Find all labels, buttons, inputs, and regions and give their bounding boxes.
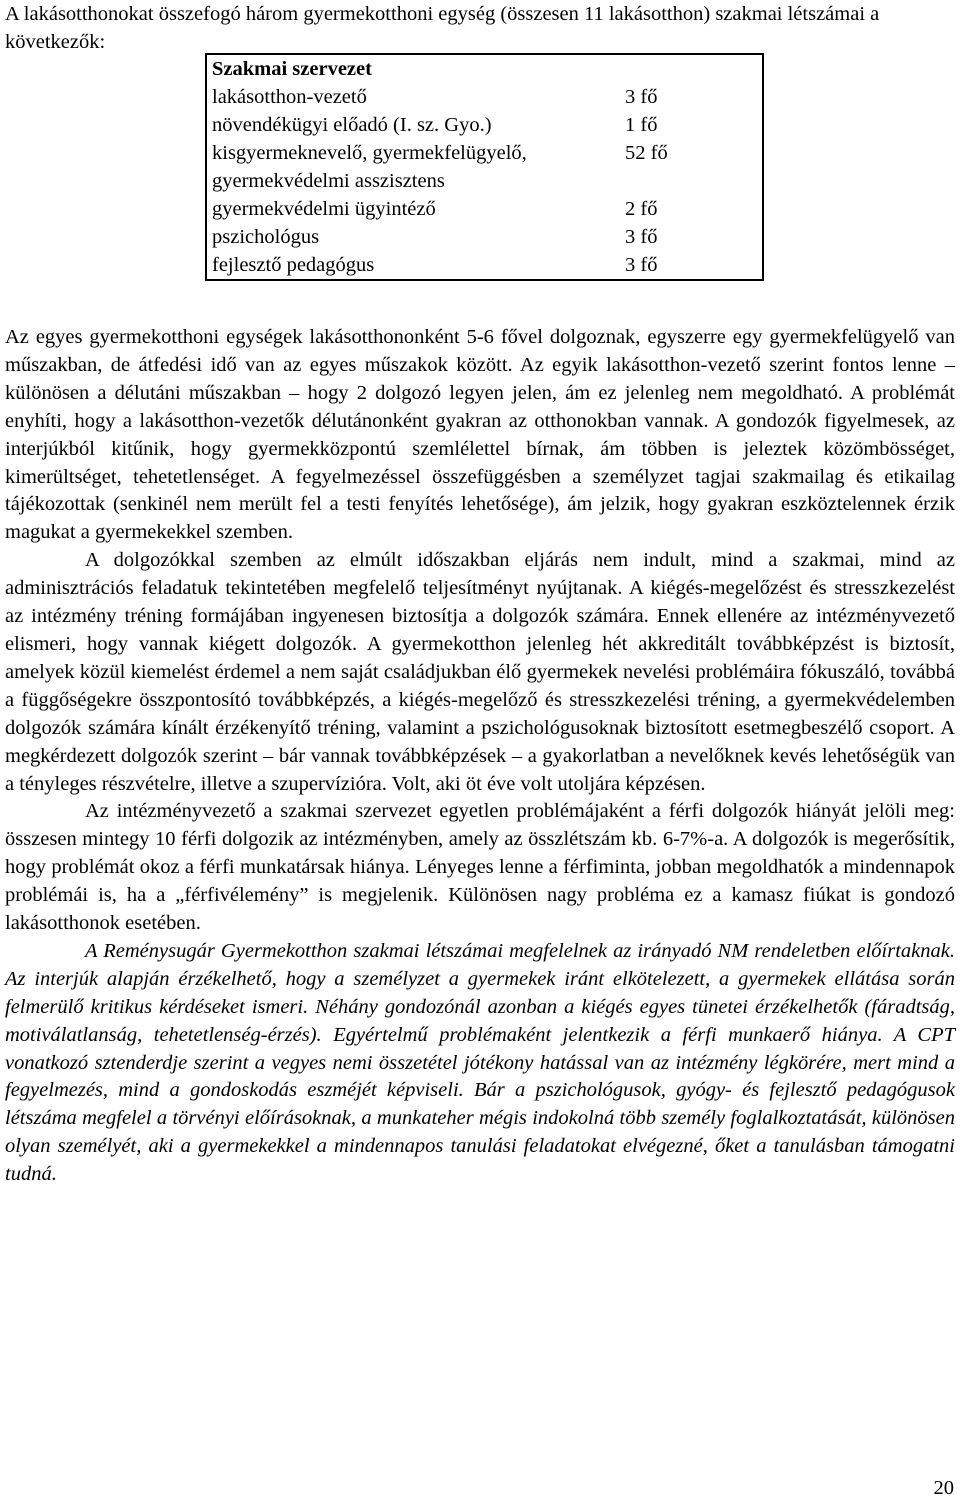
paragraph: A dolgozókkal szemben az elmúlt időszakban eljárás nem indult, mind a szakmai, mind az adminisztrációs feladatuk tekintetében megfelelő teljesítményt nyújtanak. A kiégés-megelőzést és stresszkezelést az intézmény tréning formájában ingyenesen biztosítja a dolgozók számára. Ennek ellenére az intézményvezető elismeri, hogy vannak kiégett dolgozók. A gyermekotthon jelenleg hét akkreditált továbbképzést is biztosít, amelyek közül kiemelést érdemel a nem saját családjukban élő gyermekek nevelési problémáira fókuszáló, továbbá a függőségekre összpontosító továbbképzés, a kiégés-megelőző és stresszkezelési tréning, a gyermekvédelemben dolgozók számára kínált érzékenyítő tréning, valamint a pszichológusoknak biztosított esetmegbeszélő csoport. A megkérdezett dolgozók szerint – bár vannak továbbképzések – a gyakorlatban a nevelőknek kevés lehetőségük van a tényleges részvételre, illetve a szupervízióra. Volt, aki öt éve volt utoljára képzésen. (5, 549, 955, 795)
table-cell-count: 52 fő (613, 139, 763, 195)
page-number: 20 (933, 1477, 954, 1499)
table-cell-count: 1 fő (613, 111, 763, 139)
table-cell-count: 2 fő (613, 195, 763, 223)
table-cell-count: 3 fő (613, 223, 763, 251)
paragraph: Az intézményvezető a szakmai szervezet egyetlen problémájaként a férfi dolgozók hiányát jelöli meg: összesen mintegy 10 férfi dolgozik az intézményben, amely az összlétszám kb. 6-7%-a. A dolgozók is megerősítik, hogy problémát okoz a férfi munkatársak hiánya. Lényeges lenne a férfiminta, jobban megoldhatók a mindennapok problémái is, ha a „férfivélemény” is megjelenik. Különösen nagy probléma ez a kamasz fiúkat is gondozó lakásotthonok esetében. (5, 800, 955, 935)
table-header: Szakmai szervezet (206, 54, 763, 83)
paragraph-italic: A Reménysugár Gyermekotthon szakmai létszámai megfelelnek az irányadó NM rendeletben előírtaknak. Az interjúk alapján érzékelhető, hogy a személyzet a gyermekek iránt elkötelezett, a gyermekek ellátása során felmerülő kritikus kérdéseket ismeri. Néhány gondozónál azonban a kiégés egyes tünetei érzékelhetők (fáradtság, motiválatlanság, tehetetlenség-érzés). Egyértelmű problémaként jelentkezik a férfi munkaerő hiánya. A CPT vonatkozó sztenderdje szerint a vegyes nemi összetétel jótékony hatással van az intézmény légkörére, mert mind a fegyelmezés, mind a gondoskodás eszméjét képviseli. Bár a pszichológusok, gyógy- és fejlesztő pedagógusok létszáma megfelel a törvényi előírásoknak, a munkateher mégis indokolná több személy foglalkoztatását, különösen olyan személyét, aki a gyermekekkel a mindennapos tanulási feladatokat elvégezné, őket a tanulásban támogatni tudná. (5, 939, 955, 1186)
body-text (5, 324, 955, 1189)
table-cell-role: gyermekvédelmi ügyintéző (206, 195, 613, 223)
table-cell-role: lakásotthon-vezető (206, 83, 613, 111)
staff-table (205, 53, 764, 281)
table-cell-role: növendékügyi előadó (I. sz. Gyo.) (206, 111, 613, 139)
intro-text: A lakásotthonokat összefogó három gyermekotthoni egység (összesen 11 lakásotthon) szakmai létszámai a következők: (5, 3, 880, 53)
paragraph: Az egyes gyermekotthoni egységek lakásotthononként 5-6 fővel dolgoznak, egyszerre egy gyermekfelügyelő van műszakban, de átfedési idő van az egyes műszakok között. Az egyik lakásotthon-vezető szerint fontos lenne – különösen a délutáni műszakban – hogy 2 dolgozó legyen jelen, ám ez jelenleg nem megoldható. A problémát enyhíti, hogy a lakásotthon-vezetők délutánonként gyakran az otthonokban vannak. A gondozók figyelmesek, az interjúkból kitűnik, hogy gyermekközpontú szemlélettel bírnak, ám többen is jeleztek közömbösséget, kimerültséget, tehetetlenséget. A fegyelmezéssel összefüggésben a személyzet tagjai szakmailag és etikailag tájékozottak (senkinél nem merült fel a testi fenyítés lehetősége), ám jelzik, hogy gyakran eszköztelennek érzik magukat a gyermekekkel szemben. (5, 326, 955, 544)
table-cell-role: pszichológus (206, 223, 613, 251)
table-cell-count: 3 fő (613, 83, 763, 111)
table-cell-role: kisgyermeknevelő, gyermekfelügyelő, gyermekvédelmi asszisztens (206, 139, 613, 195)
table-cell-count: 3 fő (613, 251, 763, 280)
table-cell-role: fejlesztő pedagógus (206, 251, 613, 280)
